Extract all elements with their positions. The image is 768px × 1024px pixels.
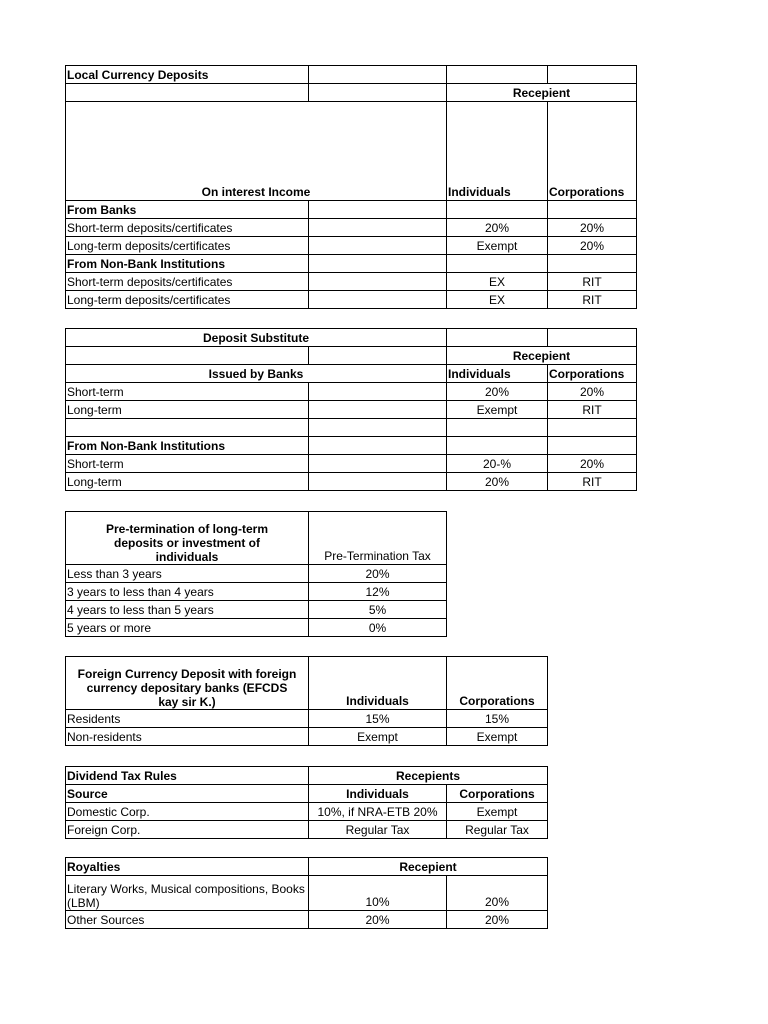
row-label: Literary Works, Musical compositions, Books (LBM) — [66, 876, 309, 911]
table-row — [66, 219, 637, 237]
dividend-tax-table — [65, 766, 548, 839]
row-label: Long-term deposits/certificates — [66, 291, 309, 309]
corporations-header: Corporations — [447, 785, 548, 803]
row-label: 3 years to less than 4 years — [66, 583, 309, 601]
table-row — [66, 347, 637, 365]
table-title: Royalties — [66, 858, 309, 876]
pretermination-table — [65, 511, 447, 637]
table-title: Deposit Substitute — [66, 329, 447, 347]
corporations-header: Corporations — [447, 657, 548, 710]
row-label: Short-term — [66, 455, 309, 473]
table-row — [66, 821, 548, 839]
table-row — [66, 876, 548, 911]
table-title: Pre-termination of long-term deposits or investment of individuals — [66, 512, 309, 565]
table-row — [66, 785, 548, 803]
row-label: Short-term deposits/certificates — [66, 273, 309, 291]
individuals-cell: Exempt — [309, 728, 447, 746]
tax-header: Pre-Termination Tax — [309, 512, 447, 565]
table-row — [66, 419, 637, 437]
individuals-cell: EX — [447, 291, 548, 309]
row-label: Long-term — [66, 473, 309, 491]
individuals-cell: EX — [447, 273, 548, 291]
corporations-header: Corporations — [548, 102, 637, 201]
royalties-table — [65, 857, 548, 929]
recipient-header: Recepient — [309, 858, 548, 876]
corporations-cell: RIT — [548, 273, 637, 291]
row-label: Other Sources — [66, 911, 309, 929]
row-label: Long-term — [66, 401, 309, 419]
table-row — [66, 273, 637, 291]
corporations-header: Corporations — [548, 365, 637, 383]
row-label: Long-term deposits/certificates — [66, 237, 309, 255]
local-currency-deposits-table — [65, 65, 637, 309]
section-header: From Banks — [66, 201, 309, 219]
row-label: 4 years to less than 5 years — [66, 601, 309, 619]
individuals-cell: Exempt — [447, 237, 548, 255]
individuals-cell: Regular Tax — [309, 821, 447, 839]
tax-cell: 5% — [309, 601, 447, 619]
individuals-header: Individuals — [447, 102, 548, 201]
row-label: Less than 3 years — [66, 565, 309, 583]
table-row — [66, 102, 637, 201]
table-row — [66, 710, 548, 728]
individuals-cell: 20% — [447, 383, 548, 401]
source-header: Source — [66, 785, 309, 803]
table-row — [66, 383, 637, 401]
table-row — [66, 365, 637, 383]
table-row — [66, 66, 637, 84]
table-row — [66, 437, 637, 455]
section-header: From Non-Bank Institutions — [66, 437, 309, 455]
recipient-header: Recepient — [447, 347, 637, 365]
table-row — [66, 512, 447, 565]
individuals-header: Individuals — [309, 657, 447, 710]
row-label: Short-term deposits/certificates — [66, 219, 309, 237]
section-header: From Non-Bank Institutions — [66, 255, 309, 273]
foreign-currency-table — [65, 656, 548, 746]
table-title: Foreign Currency Deposit with foreign currency depositary banks (EFCDS kay sir K.) — [66, 657, 309, 710]
corporations-cell: 15% — [447, 710, 548, 728]
row-label: 5 years or more — [66, 619, 309, 637]
tax-cell: 20% — [309, 565, 447, 583]
corporations-cell: 20% — [447, 911, 548, 929]
table-row — [66, 329, 637, 347]
corporations-cell: Regular Tax — [447, 821, 548, 839]
row-label: Foreign Corp. — [66, 821, 309, 839]
individuals-cell: 10%, if NRA-ETB 20% — [309, 803, 447, 821]
individuals-cell: Exempt — [447, 401, 548, 419]
individuals-header: Individuals — [309, 785, 447, 803]
table-row — [66, 255, 637, 273]
table-row — [66, 401, 637, 419]
table-row — [66, 858, 548, 876]
table-row — [66, 84, 637, 102]
table-row — [66, 583, 447, 601]
row-label: Domestic Corp. — [66, 803, 309, 821]
table-title: Local Currency Deposits — [66, 66, 309, 84]
table-row — [66, 601, 447, 619]
row-label: Non-residents — [66, 728, 309, 746]
corporations-cell: 20% — [548, 455, 637, 473]
table-row — [66, 455, 637, 473]
individuals-cell: 20% — [309, 911, 447, 929]
table-row — [66, 291, 637, 309]
corporations-cell: RIT — [548, 473, 637, 491]
corporations-cell: 20% — [548, 237, 637, 255]
corporations-cell: RIT — [548, 291, 637, 309]
table-row — [66, 767, 548, 785]
table-row — [66, 657, 548, 710]
recipient-header: Recepient — [447, 84, 637, 102]
individuals-cell: 20-% — [447, 455, 548, 473]
corporations-cell: Exempt — [447, 728, 548, 746]
table-row — [66, 619, 447, 637]
table-row — [66, 565, 447, 583]
table-row — [66, 803, 548, 821]
table-row — [66, 728, 548, 746]
corporations-cell: RIT — [548, 401, 637, 419]
row-label: Residents — [66, 710, 309, 728]
recipients-header: Recepients — [309, 767, 548, 785]
row-label: Short-term — [66, 383, 309, 401]
individuals-cell: 15% — [309, 710, 447, 728]
individuals-cell: 20% — [447, 219, 548, 237]
column-header: Issued by Banks — [66, 365, 447, 383]
tax-cell: 12% — [309, 583, 447, 601]
tax-cell: 0% — [309, 619, 447, 637]
table-row — [66, 201, 637, 219]
column-header: On interest Income — [66, 102, 447, 201]
individuals-cell: 10% — [309, 876, 447, 911]
corporations-cell: 20% — [548, 383, 637, 401]
individuals-header: Individuals — [447, 365, 548, 383]
corporations-cell: Exempt — [447, 803, 548, 821]
table-title: Dividend Tax Rules — [66, 767, 309, 785]
corporations-cell: 20% — [447, 876, 548, 911]
table-row — [66, 473, 637, 491]
table-row — [66, 237, 637, 255]
table-row — [66, 911, 548, 929]
deposit-substitute-table — [65, 328, 637, 491]
individuals-cell: 20% — [447, 473, 548, 491]
corporations-cell: 20% — [548, 219, 637, 237]
